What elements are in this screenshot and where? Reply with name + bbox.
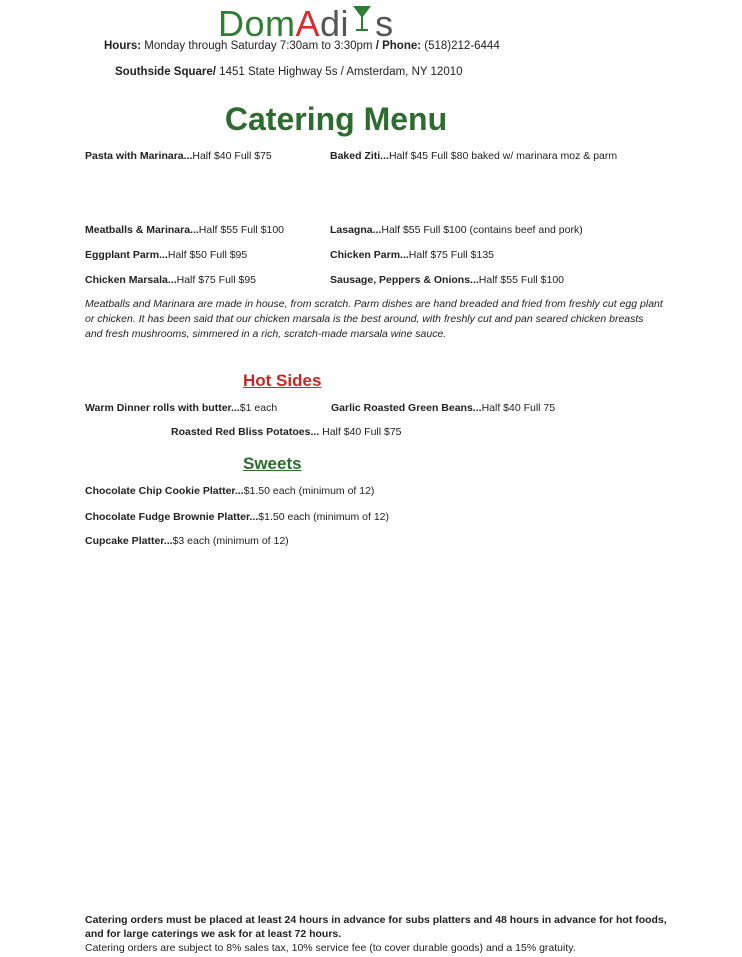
sweet-item-name: Chocolate Chip Cookie Platter... xyxy=(85,485,244,497)
sweet-item-price: $3 each (minimum of 12) xyxy=(172,535,289,547)
side-item xyxy=(171,426,402,438)
side-item-name: Roasted Red Bliss Potatoes... xyxy=(171,426,320,438)
menu-item-name: Meatballs & Marinara... xyxy=(85,224,199,236)
hours-line xyxy=(104,40,500,52)
side-item-name: Garlic Roasted Green Beans... xyxy=(331,402,482,414)
sweet-item xyxy=(85,511,389,523)
menu-item-name: Pasta with Marinara... xyxy=(85,150,193,162)
sweet-item-name: Cupcake Platter... xyxy=(85,535,173,547)
menu-item xyxy=(85,274,256,286)
hours-label: Hours: xyxy=(104,40,142,52)
side-item-name: Warm Dinner rolls with butter... xyxy=(85,402,240,414)
menu-item xyxy=(330,224,583,236)
hot-sides-heading: Hot Sides xyxy=(243,371,322,390)
sweet-item-name: Chocolate Fudge Brownie Platter... xyxy=(85,511,259,523)
sweet-item-price: $1.50 each (minimum of 12) xyxy=(258,511,390,523)
menu-item xyxy=(85,150,272,162)
menu-description: Meatballs and Marinara are made in house, from scratch. Parm dishes are hand breaded and fried from freshly cut egg plant or chicken. It has been said that our chicken marsala is the best around, with freshly cut and pan seared chicken breasts and fresh mushrooms, simmered in a rich, scratch-made marsala wine sauce. xyxy=(85,298,663,340)
location-label: Southside Square/ xyxy=(115,66,216,78)
sweet-item-price: $1.50 each (minimum of 12) xyxy=(243,485,375,497)
menu-item-price: Half $55 Full $100 (contains beef and pork) xyxy=(381,224,583,236)
ordering-policy xyxy=(85,913,675,955)
phone-label: / Phone: xyxy=(375,40,422,52)
hours-value: Monday through Saturday 7:30am to 3:30pm xyxy=(144,40,373,52)
menu-item-name: Eggplant Parm... xyxy=(85,249,168,261)
menu-item-price: Half $75 Full $135 xyxy=(408,249,495,261)
menu-item-price: Half $50 Full $95 xyxy=(167,249,248,261)
menu-item-price: Half $45 Full $80 baked w/ marinara moz & parm xyxy=(388,150,618,162)
menu-item-price: Half $55 Full $100 xyxy=(478,274,565,286)
phone-value: (518)212-6444 xyxy=(424,40,500,52)
logo-text-a: A xyxy=(295,3,321,44)
menu-item-name: Baked Ziti... xyxy=(330,150,389,162)
logo-text-dom: Dom xyxy=(218,3,296,44)
menu-item xyxy=(85,224,284,236)
side-item-price: $1 each xyxy=(239,402,278,414)
fees-notice: Catering orders are subject to 8% sales tax, 10% service fee (to cover durable goods) and a 15% gratuity. xyxy=(85,942,576,954)
sweet-item xyxy=(85,485,374,497)
menu-item xyxy=(330,274,564,286)
menu-item-price: Half $55 Full $100 xyxy=(198,224,285,236)
page-title: Catering Menu xyxy=(224,101,448,137)
advance-notice: Catering orders must be placed at least 24 hours in advance for subs platters and 48 hours in advance for hot foods, and for large caterings we ask for at least 72 hours. xyxy=(85,914,667,940)
side-item-price: Half $40 Full 75 xyxy=(481,402,556,414)
menu-item-name: Chicken Parm... xyxy=(330,249,409,261)
sweets-heading: Sweets xyxy=(243,454,302,473)
side-item-price: Half $40 Full $75 xyxy=(319,426,402,438)
logo-text-s: s xyxy=(375,3,394,44)
menu-item xyxy=(330,150,617,162)
logo-text-di: di xyxy=(320,3,350,44)
location-value: 1451 State Highway 5s / Amsterdam, NY 12010 xyxy=(219,66,463,78)
menu-item-price: Half $40 Full $75 xyxy=(192,150,272,162)
menu-item-name: Chicken Marsala... xyxy=(85,274,177,286)
menu-item-name: Sausage, Peppers & Onions... xyxy=(330,274,479,286)
menu-item xyxy=(85,249,247,261)
menu-item xyxy=(330,249,494,261)
side-item xyxy=(331,402,555,414)
domadis-logo xyxy=(218,4,394,44)
location-line xyxy=(115,66,463,78)
menu-item-name: Lasagna... xyxy=(330,224,382,236)
menu-item-price: Half $75 Full $95 xyxy=(176,274,257,286)
sweet-item xyxy=(85,535,289,547)
martini-glass-icon xyxy=(351,4,373,34)
side-item xyxy=(85,402,277,414)
